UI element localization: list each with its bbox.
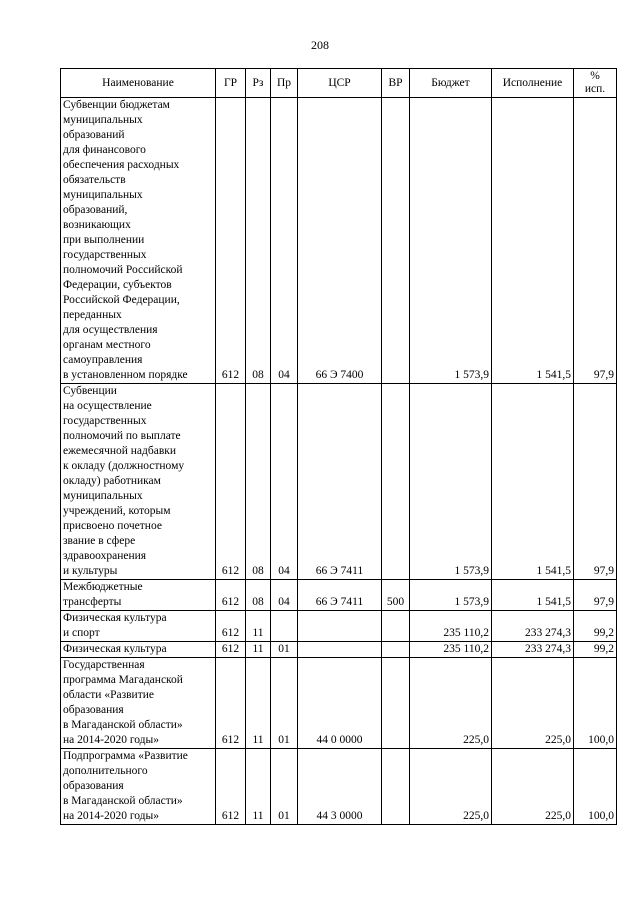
row-pct: 97,9 [574,384,617,580]
row-gr: 612 [216,98,246,384]
row-execution: 1 541,5 [492,98,574,384]
table-row [61,642,617,658]
header-csr: ЦСР [298,69,382,98]
row-vr [382,611,410,642]
row-csr: 44 3 0000 [298,749,382,825]
row-execution: 225,0 [492,749,574,825]
row-pr: 04 [271,580,298,611]
row-budget: 225,0 [410,749,492,825]
row-rz: 11 [246,611,271,642]
row-execution: 1 541,5 [492,384,574,580]
row-rz: 11 [246,642,271,658]
row-csr: 66 Э 7411 [298,580,382,611]
row-rz: 08 [246,580,271,611]
row-execution: 225,0 [492,658,574,749]
table-row [61,658,617,749]
row-name: Физическая культура и спорт [61,611,216,642]
row-pct: 97,9 [574,580,617,611]
row-pr: 01 [271,749,298,825]
row-rz: 11 [246,658,271,749]
header-vr: ВР [382,69,410,98]
header-execution: Исполнение [492,69,574,98]
row-pct: 100,0 [574,658,617,749]
row-name: Подпрограмма «Развитие дополнительного образования в Магаданской области» на 2014-2020 годы» [61,749,216,825]
header-name: Наименование [61,69,216,98]
row-vr: 500 [382,580,410,611]
row-csr [298,611,382,642]
header-pct: % исп. [574,69,617,98]
page-number: 208 [311,38,329,52]
header-budget: Бюджет [410,69,492,98]
header-rz: Рз [246,69,271,98]
row-budget: 225,0 [410,658,492,749]
table-row [61,749,617,825]
row-name: Физическая культура [61,642,216,658]
row-pct: 99,2 [574,611,617,642]
row-gr: 612 [216,384,246,580]
row-csr [298,642,382,658]
row-pr: 04 [271,384,298,580]
header-gr: ГР [216,69,246,98]
row-vr [382,384,410,580]
row-budget: 235 110,2 [410,642,492,658]
row-csr: 66 Э 7411 [298,384,382,580]
row-gr: 612 [216,580,246,611]
row-rz: 08 [246,98,271,384]
row-execution: 233 274,3 [492,642,574,658]
row-rz: 08 [246,384,271,580]
row-gr: 612 [216,611,246,642]
row-gr: 612 [216,642,246,658]
table-row [61,384,617,580]
row-rz: 11 [246,749,271,825]
table-row [61,611,617,642]
header-pr: Пр [271,69,298,98]
row-budget: 1 573,9 [410,384,492,580]
row-budget: 235 110,2 [410,611,492,642]
row-vr [382,749,410,825]
row-pct: 99,2 [574,642,617,658]
row-execution: 233 274,3 [492,611,574,642]
row-name: Межбюджетные трансферты [61,580,216,611]
row-pr: 01 [271,658,298,749]
row-pct: 97,9 [574,98,617,384]
table-header-row [61,69,617,98]
table-row [61,580,617,611]
row-pr: 04 [271,98,298,384]
row-pct: 100,0 [574,749,617,825]
row-pr [271,611,298,642]
row-vr [382,642,410,658]
row-pr: 01 [271,642,298,658]
row-name: Субвенции на осуществление государственных полномочий по выплате ежемесячной надбавки к окладу (должностному окладу) работникам муниципальных учреждений, которым присвоено почетное звание в сфере здравоохранения и культуры [61,384,216,580]
row-name: Субвенции бюджетам муниципальных образований для финансового обеспечения расходных обязательств муниципальных образований, возникающих при выполнении государственных полномочий Российской Федерации, субъектов Российской Федерации, переданных для осуществления органам местного самоуправления в установленном порядке [61,98,216,384]
row-execution: 1 541,5 [492,580,574,611]
row-csr: 66 Э 7400 [298,98,382,384]
row-gr: 612 [216,749,246,825]
row-csr: 44 0 0000 [298,658,382,749]
row-vr [382,98,410,384]
budget-execution-table [60,68,617,825]
row-vr [382,658,410,749]
table-row [61,98,617,384]
row-gr: 612 [216,658,246,749]
row-name: Государственная программа Магаданской области «Развитие образования в Магаданской области» на 2014-2020 годы» [61,658,216,749]
row-budget: 1 573,9 [410,580,492,611]
row-budget: 1 573,9 [410,98,492,384]
